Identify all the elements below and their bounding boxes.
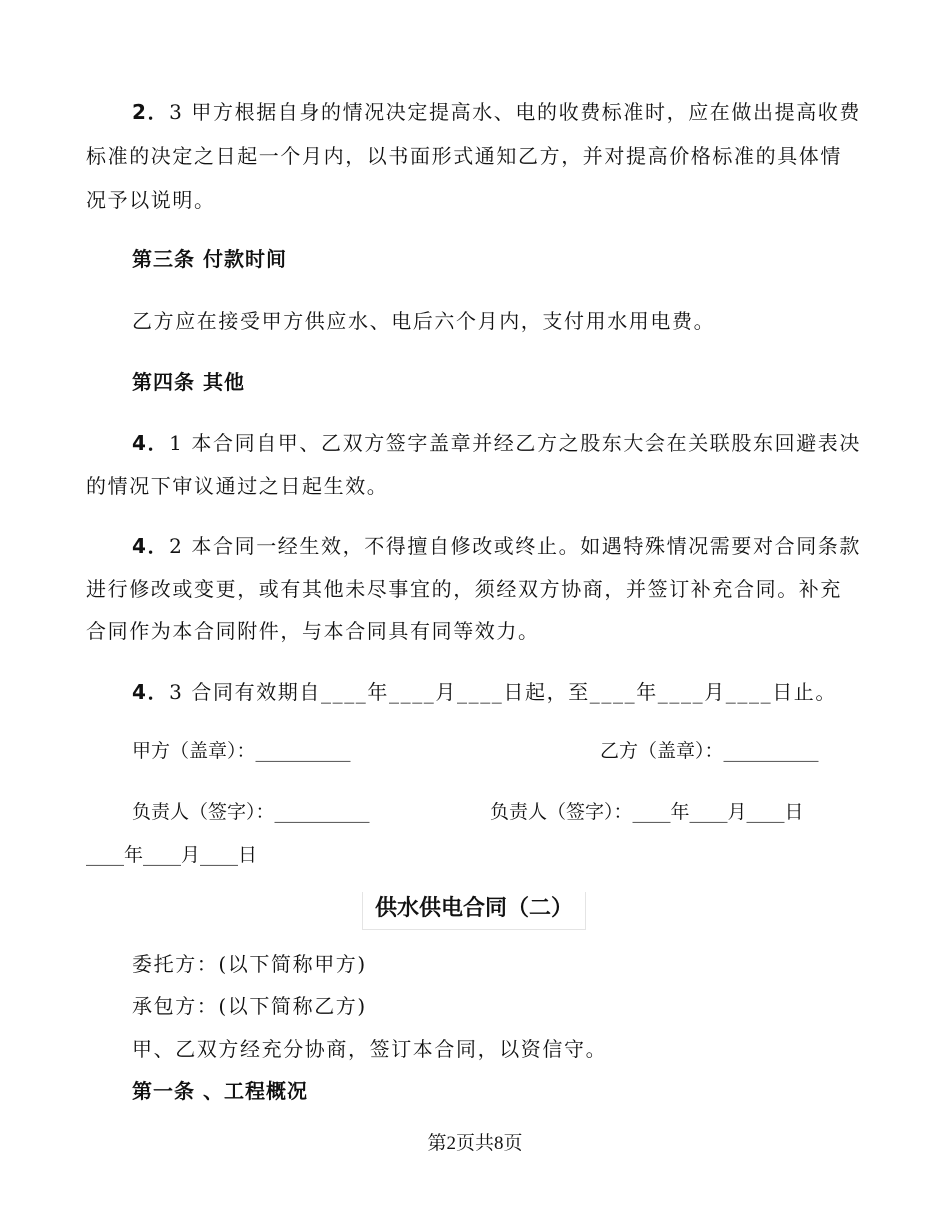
clause-2-3-line-2: 标准的决定之日起一个月内，以书面形式通知乙方，并对提高价格标准的具体情 [86, 144, 842, 168]
clause-2-3-line-3: 况予以说明。 [86, 188, 216, 212]
clause-2-3-line-1: 2．3 甲方根据自身的情况决定提高水、电的收费标准时，应在做出提高收费 [132, 100, 862, 124]
party-a-seal-line: 甲方（盖章）：__________ [132, 740, 351, 762]
clause-4-2-line-3: 合同作为本合同附件，与本合同具有同等效力。 [86, 619, 540, 643]
clause-number: 4． [132, 431, 170, 455]
article-3-heading: 第三条 付款时间 [132, 247, 287, 271]
clause-number: 4． [132, 534, 170, 558]
clause-4-2-line-1: 4．2 本合同一经生效，不得擅自修改或终止。如遇特殊情况需要对合同条款 [132, 534, 862, 558]
article-1-heading: 第一条 、工程概况 [132, 1079, 308, 1103]
clause-4-1-line-1: 4．1 本合同自甲、乙双方签字盖章并经乙方之股东大会在关联股东回避表决 [132, 431, 862, 455]
party-b-seal-line: 乙方（盖章）：__________ [600, 740, 819, 762]
clause-4-2-line-2: 进行修改或变更，或有其他未尽事宜的，须经双方协商，并签订补充合同。补充 [86, 577, 842, 601]
article-4-heading: 第四条 其他 [132, 370, 245, 394]
party-b-signer-line: 负责人（签字）：____年____月____日 [490, 801, 804, 823]
client-line: 委托方：(以下简称甲方) [132, 952, 367, 976]
clause-4-1-line-2: 的情况下审议通过之日起生效。 [86, 474, 389, 498]
party-a-signer-line: 负责人（签字）：__________ [132, 801, 370, 823]
page-indicator: 第2页共8页 [427, 1133, 523, 1154]
party-a-date-line: ____年____月____日 [86, 844, 258, 866]
clause-number: 2． [132, 100, 170, 124]
clause-4-3: 4．3 合同有效期自____年____月____日起，至____年____月____日止。 [132, 680, 838, 704]
contract-2-title: 供水供电合同（二） [362, 892, 586, 930]
clause-number: 4． [132, 680, 170, 704]
contractor-line: 承包方：(以下简称乙方) [132, 994, 367, 1018]
article-3-body: 乙方应在接受甲方供应水、电后六个月内，支付用水用电费。 [132, 309, 716, 333]
preamble-line: 甲、乙双方经充分协商，签订本合同，以资信守。 [132, 1037, 608, 1061]
